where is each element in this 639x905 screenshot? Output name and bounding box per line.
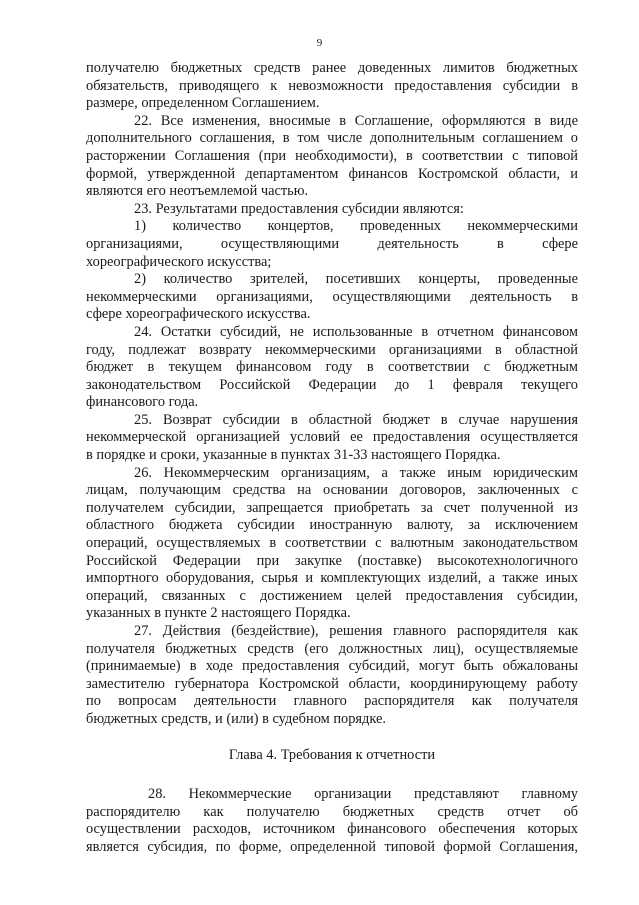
text-line: импортного оборудования, сырья и комплектующих изделий, а также иных [86,570,578,587]
text-line: получателем субсидии, запрещается приобретать за счет полученной из [86,499,578,516]
page-number: 9 [316,37,323,49]
text-line: 26. Некоммерческим организациям, а также иным юридическим [134,464,578,481]
text-line: операций, связанных с достижением целей предоставления субсидии, [86,587,578,604]
text-line: операций, осуществляемых в соответствии с валютным законодательством [86,535,578,552]
text-line: указанных в пункте 2 настоящего Порядка. [86,605,351,622]
text-line: в порядке и сроки, указанные в пунктах 31-33 настоящего Порядка. [86,447,501,464]
paragraph-24 [86,324,578,412]
paragraph-28 [86,786,578,856]
text-line: заместителю губернатора Костромской области, координирующему работу [86,675,578,692]
text-line: 23. Результатами предоставления субсидии являются: [134,200,464,217]
text-line: хореографического искусства; [86,253,272,270]
text-line: лицам, получающим средства на основании договоров, заключенных с [86,482,578,499]
chapter-heading: Глава 4. Требования к отчетности [228,746,436,763]
paragraph-21-end [86,60,578,113]
text-line: 1) количество концертов, проведенных некоммерческими [134,218,578,235]
text-line: 28. Некоммерческие организации представляют главному [148,786,578,803]
text-line: по вопросам деятельности главного распорядителя как получателя [86,693,578,710]
text-line: осуществлении расходов, источником финансового обеспечения которых [86,821,578,838]
document-body [86,60,578,857]
text-line: бюджет в текущем финансовом году в соответствии с бюджетным [86,359,578,376]
text-line: областного бюджета субсидии иностранную валюту, за исключением [86,517,578,534]
text-line: организациями, осуществляющими деятельность в сфере [86,235,578,252]
text-line: некоммерческой организацией условий ее предоставления осуществляется [86,429,578,446]
text-line: (принимаемые) в ходе предоставления субсидий, могут быть обжалованы [86,658,578,675]
text-line: некоммерческими организациями, осуществляющими деятельность в [86,288,578,305]
text-line: 2) количество зрителей, посетивших концерты, проведенные [134,271,578,288]
text-line: получателя бюджетных средств (его должностных лиц), осуществляемые [86,640,578,657]
text-line: законодательством Российской Федерации до 1 февраля текущего [86,376,578,393]
text-line: распорядителю как получателю бюджетных средств отчет об [86,803,578,820]
paragraph-22 [86,113,578,201]
paragraph-23 [86,201,578,324]
text-line: является субсидия, по форме, определенной типовой формой Соглашения, [86,838,578,855]
text-line: размере, определенном Соглашением. [86,95,320,112]
text-line: 22. Все изменения, вносимые в Соглашение, оформляются в виде [134,112,578,129]
paragraph-26 [86,465,578,623]
text-line: получателю бюджетных средств ранее доведенных лимитов бюджетных [86,60,578,76]
text-line: 24. Остатки субсидий, не использованные в отчетном финансовом [134,323,578,340]
text-line: являются его неотъемлемой частью. [86,183,309,200]
text-line: формой, утвержденной департаментом финансов Костромской области, и [86,165,578,182]
paragraph-25 [86,412,578,465]
text-line: году, подлежат возврату некоммерческими организациями в областной [86,341,578,358]
paragraph-27 [86,623,578,729]
text-line: расторжении Соглашения (при необходимости), в соответствии с типовой [86,147,578,164]
text-line: бюджетных средств, и (или) в судебном порядке. [86,710,386,727]
text-line: 25. Возврат субсидии в областной бюджет в случае нарушения [134,411,578,428]
text-line: обязательств, приводящего к невозможности предоставления субсидии в [86,77,578,94]
text-line: дополнительного соглашения, в том числе дополнительным соглашением о [86,130,578,147]
text-line: сфере хореографического искусства. [86,306,311,323]
text-line: финансового года. [86,394,199,411]
text-line: 27. Действия (бездействие), решения главного распорядителя как [134,623,578,639]
text-line: Российской Федерации при закупке (поставке) высокотехнологичного [86,552,578,569]
